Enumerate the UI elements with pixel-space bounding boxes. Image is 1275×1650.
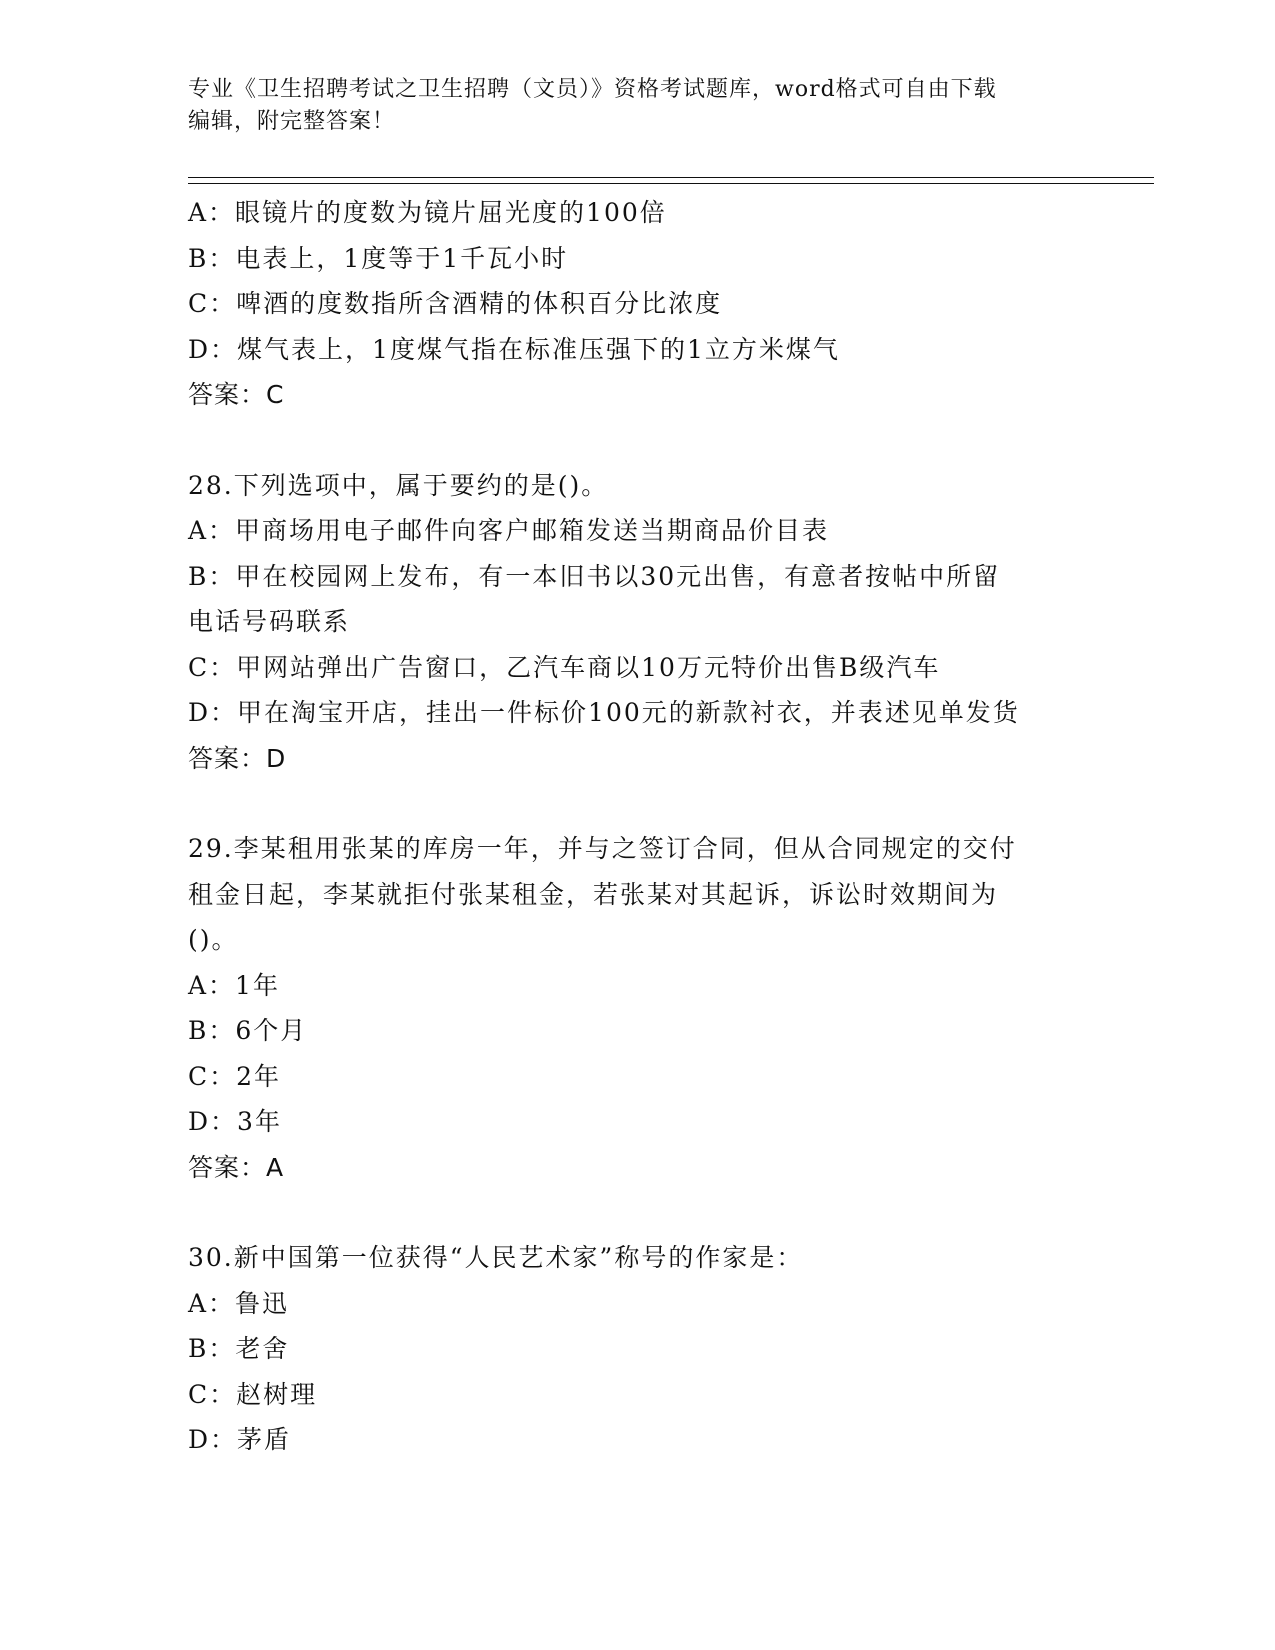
q27-option-a: A：眼镜片的度数为镜片屈光度的100倍	[188, 198, 667, 227]
q27-answer: 答案：C	[188, 380, 285, 409]
q28-answer: 答案：D	[188, 743, 287, 773]
spacer	[188, 418, 1088, 463]
q29-option-c: C：2年	[188, 1061, 282, 1091]
q29-option-d: D：3年	[188, 1107, 282, 1136]
q28-option-b-line1: B：甲在校园网上发布，有一本旧书以30元出售，有意者按帖中所留	[188, 561, 1001, 591]
q28-option-c: C：甲网站弹出广告窗口，乙汽车商以10万元特价出售B级汽车	[188, 652, 941, 682]
q30-stem: 30.新中国第一位获得“人民艺术家”称号的作家是：	[188, 1243, 804, 1272]
header-line-2: 编辑，附完整答案！	[188, 109, 396, 134]
header-line-1: 专业《卫生招聘考试之卫生招聘（文员）》资格考试题库，word格式可自由下载	[188, 77, 997, 102]
document-header	[188, 74, 1088, 138]
q28-stem: 28.下列选项中，属于要约的是()。	[188, 470, 609, 500]
q29-stem-line3: ()。	[188, 925, 239, 954]
q27-option-d: D：煤气表上，1度煤气指在标准压强下的1立方米煤气	[188, 334, 840, 364]
q28-option-a: A：甲商场用电子邮件向客户邮箱发送当期商品价目表	[188, 516, 830, 545]
q30-option-d: D：茅盾	[188, 1425, 292, 1454]
q28-option-d: D：甲在淘宝开店，挂出一件标价100元的新款衬衣，并表述见单发货	[188, 698, 1020, 727]
q27-option-c: C：啤酒的度数指所含酒精的体积百分比浓度	[188, 289, 723, 318]
question-28	[188, 463, 1088, 782]
header-rule-top	[188, 177, 1154, 178]
q30-option-c: C：赵树理	[188, 1379, 318, 1409]
spacer	[188, 781, 1088, 826]
q30-option-b: B：老舍	[188, 1334, 290, 1363]
q29-stem-line2: 租金日起，李某就拒付张某租金，若张某对其起诉，诉讼时效期间为	[188, 879, 999, 909]
q29-option-b: B：6个月	[188, 1016, 308, 1045]
q29-stem-line1: 29.李某租用张某的库房一年，并与之签订合同，但从合同规定的交付	[188, 834, 1017, 863]
question-29	[188, 826, 1088, 1190]
q29-answer: 答案：A	[188, 1152, 285, 1182]
q27-option-b: B：电表上，1度等于1千瓦小时	[188, 243, 569, 273]
q28-option-b-line2: 电话号码联系	[188, 607, 351, 636]
question-30	[188, 1235, 1088, 1463]
question-list	[188, 190, 1088, 1463]
question-27	[188, 190, 1088, 418]
q30-option-a: A：鲁迅	[188, 1288, 290, 1318]
spacer	[188, 1190, 1088, 1235]
header-rule-bottom	[188, 183, 1154, 184]
q29-option-a: A：1年	[188, 970, 280, 1000]
